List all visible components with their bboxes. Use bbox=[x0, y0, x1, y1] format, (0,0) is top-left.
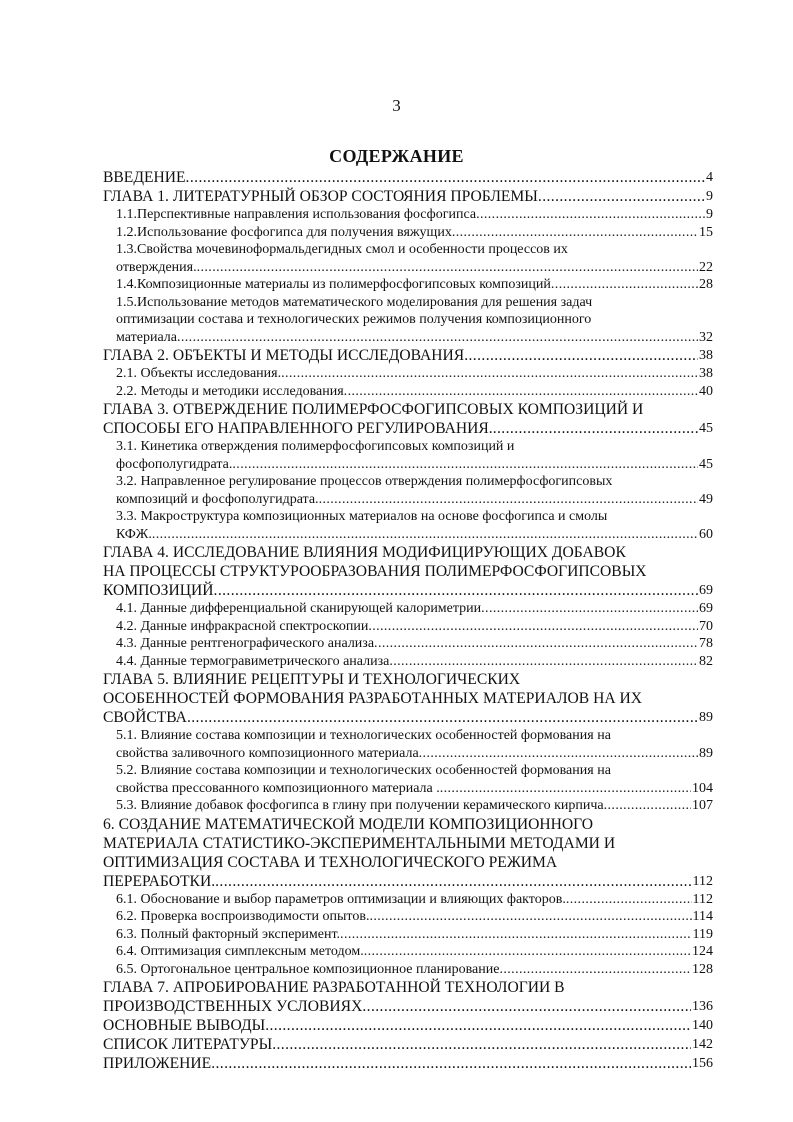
toc-entry-line: ОПТИМИЗАЦИЯ СОСТАВА И ТЕХНОЛОГИЧЕСКОГО РЕЖИМА bbox=[103, 853, 558, 871]
toc-entry-final-line bbox=[116, 276, 713, 294]
toc-entry-final-line bbox=[116, 365, 713, 383]
toc-page-number: 104 bbox=[692, 780, 713, 796]
toc-entry-final-line bbox=[103, 419, 713, 438]
dot-leader bbox=[362, 997, 691, 1016]
toc-page-number: 4 bbox=[706, 170, 713, 185]
toc-entry-title: ПРОИЗВОДСТВЕННЫХ УСЛОВИЯХ bbox=[103, 998, 363, 1015]
dot-leader bbox=[538, 187, 705, 206]
toc-entry-title: ВВЕДЕНИЕ bbox=[103, 169, 186, 186]
toc-entry-title: 1.2.Использование фосфогипса для получения вяжущих bbox=[116, 224, 452, 240]
toc-entry-title: 6.1. Обоснование и выбор параметров оптимизации и влияющих факторов. bbox=[116, 891, 566, 907]
toc-page-number: 28 bbox=[699, 277, 713, 292]
toc-entry-title: 6.3. Полный факторный эксперимент. bbox=[116, 926, 341, 942]
toc-section-entry bbox=[103, 365, 713, 383]
toc-entry-line: 3.2. Направленное регулирование процессов отверждения полимерфосфогипсовых bbox=[116, 474, 613, 489]
toc-section-entry bbox=[103, 383, 713, 401]
toc-section-entry bbox=[103, 762, 713, 797]
toc-chapter-entry bbox=[103, 1035, 713, 1054]
toc-entry-final-line bbox=[116, 600, 713, 618]
toc-entry-final-line bbox=[103, 581, 713, 600]
toc-page-number: 32 bbox=[699, 329, 713, 345]
toc-entry-final-line bbox=[116, 780, 713, 798]
toc-section-entry bbox=[103, 908, 713, 926]
toc-entry-final-line bbox=[116, 618, 713, 636]
toc-entry-title: 5.3. Влияние добавок фосфогипса в глину при получении керамического кирпича bbox=[116, 798, 604, 813]
toc-page-number: 112 bbox=[692, 873, 713, 889]
toc-section-entry bbox=[103, 206, 713, 224]
toc-entry-title: ГЛАВА 2. ОБЪЕКТЫ И МЕТОДЫ ИССЛЕДОВАНИЯ bbox=[103, 347, 465, 364]
toc-entry-line: 5.1. Влияние состава композиции и технологических особенностей формования на bbox=[116, 728, 611, 743]
toc-entry-final-line bbox=[103, 1035, 713, 1054]
dot-leader bbox=[493, 419, 698, 438]
toc-page-number: 114 bbox=[692, 909, 713, 924]
table-of-contents bbox=[103, 168, 713, 1073]
toc-page-number: 78 bbox=[699, 636, 713, 651]
toc-entry-title: ПЕРЕРАБОТКИ. bbox=[103, 872, 216, 890]
toc-entry-final-line bbox=[103, 168, 713, 187]
toc-entry-title: ПРИЛОЖЕНИЕ bbox=[103, 1055, 212, 1072]
toc-entry-title: композиций и фосфополугидрата. bbox=[116, 491, 319, 507]
toc-entry-final-line bbox=[116, 908, 713, 926]
toc-page-number: 107 bbox=[692, 798, 713, 813]
toc-section-entry bbox=[103, 891, 713, 909]
toc-page-number: 49 bbox=[699, 491, 713, 507]
toc-page-number: 15 bbox=[699, 224, 713, 240]
toc-entry-title: отверждения. bbox=[116, 259, 197, 275]
dot-leader bbox=[177, 329, 698, 347]
toc-entry-final-line bbox=[116, 491, 713, 509]
toc-entry-line: 1.3.Свойства мочевиноформальдегидных смол и особенности процессов их bbox=[116, 242, 568, 257]
toc-entry-title: 6.4. Оптимизация симплексным методом. bbox=[116, 944, 364, 959]
toc-entry-final-line bbox=[103, 1054, 713, 1073]
toc-page-number: 38 bbox=[699, 366, 713, 381]
toc-section-entry bbox=[103, 618, 713, 636]
toc-entry-title: ОСНОВНЫЕ ВЫВОДЫ bbox=[103, 1017, 266, 1034]
toc-section-entry bbox=[103, 508, 713, 543]
toc-entry-line: ГЛАВА 5. ВЛИЯНИЕ РЕЦЕПТУРЫ И ТЕХНОЛОГИЧЕСКИХ bbox=[103, 671, 521, 688]
toc-entry-final-line bbox=[103, 1016, 713, 1035]
toc-chapter-entry bbox=[103, 1054, 713, 1073]
toc-page-number: 9 bbox=[706, 207, 713, 222]
toc-section-entry bbox=[103, 635, 713, 653]
toc-page-number: 89 bbox=[699, 745, 713, 761]
dot-leader bbox=[604, 797, 691, 815]
dot-leader bbox=[152, 526, 698, 544]
toc-page-number: 124 bbox=[692, 944, 713, 959]
toc-entry-title: свойства прессованного композиционного материала . bbox=[116, 780, 440, 796]
toc-title: СОДЕРЖАНИЕ bbox=[329, 146, 464, 166]
toc-section-entry bbox=[103, 224, 713, 242]
toc-entry-title: материала bbox=[116, 329, 177, 345]
dot-leader bbox=[340, 926, 691, 944]
toc-entry-line: НА ПРОЦЕССЫ СТРУКТУРООБРАЗОВАНИЯ ПОЛИМЕРФОСФОГИПСОВЫХ bbox=[103, 563, 647, 580]
toc-page-number: 69 bbox=[699, 601, 713, 616]
dot-leader bbox=[186, 168, 705, 187]
toc-section-entry bbox=[103, 797, 713, 815]
dot-leader bbox=[214, 581, 698, 600]
toc-page-number: 142 bbox=[692, 1037, 713, 1052]
toc-chapter-entry bbox=[103, 400, 713, 438]
toc-page-number: 128 bbox=[692, 961, 713, 977]
toc-section-entry bbox=[103, 961, 713, 979]
toc-entry-title: 2.2. Методы и методики исследования bbox=[116, 383, 344, 399]
toc-entry-title: КФЖ. bbox=[116, 526, 152, 542]
dot-leader bbox=[344, 383, 698, 401]
toc-entry-title: 1.4.Композиционные материалы из полимерфосфогипсовых композиций bbox=[116, 277, 551, 292]
toc-entry-final-line bbox=[116, 891, 713, 909]
dot-leader bbox=[452, 224, 698, 242]
page-number: 3 bbox=[392, 96, 401, 115]
toc-section-entry bbox=[103, 241, 713, 276]
toc-page-number: 38 bbox=[699, 348, 713, 363]
toc-entry-line: ГЛАВА 7. АПРОБИРОВАНИЕ РАЗРАБОТАННОЙ ТЕХНОЛОГИИ В bbox=[103, 979, 565, 996]
toc-section-entry bbox=[103, 943, 713, 961]
toc-section-entry bbox=[103, 653, 713, 671]
toc-page-number: 45 bbox=[699, 421, 713, 436]
toc-section-entry bbox=[103, 294, 713, 347]
toc-entry-title: 4.4. Данные термогравиметрического анализа bbox=[116, 653, 390, 669]
toc-entry-title: 1.1.Перспективные направления использования фосфогипса bbox=[116, 207, 477, 222]
toc-entry-line: ГЛАВА 3. ОТВЕРЖДЕНИЕ ПОЛИМЕРФОСФОГИПСОВЫХ КОМПОЗИЦИЙ И bbox=[103, 401, 644, 418]
toc-page-number: 112 bbox=[692, 891, 713, 907]
toc-page-number: 82 bbox=[699, 653, 713, 669]
toc-entry-final-line bbox=[116, 961, 713, 979]
toc-entry-final-line bbox=[116, 943, 713, 961]
toc-entry-title: 4.3. Данные рентгенографического анализа bbox=[116, 636, 375, 651]
toc-section-entry bbox=[103, 727, 713, 762]
toc-entry-line: МАТЕРИАЛА СТАТИСТИКО-ЭКСПЕРИМЕНТАЛЬНЫМИ МЕТОДАМИ И bbox=[103, 834, 616, 852]
toc-entry-line: ОСОБЕННОСТЕЙ ФОРМОВАНИЯ РАЗРАБОТАННЫХ МАТЕРИАЛОВ НА ИХ bbox=[103, 690, 643, 707]
toc-section-entry bbox=[103, 473, 713, 508]
dot-leader bbox=[211, 1054, 691, 1073]
toc-chapter-entry bbox=[103, 187, 713, 206]
toc-chapter-entry bbox=[103, 168, 713, 187]
dot-leader bbox=[368, 618, 698, 636]
toc-entry-title: 4.2. Данные инфракрасной спектроскопии bbox=[116, 618, 369, 634]
dot-leader bbox=[187, 708, 698, 727]
toc-page-number: 40 bbox=[699, 383, 713, 399]
dot-leader bbox=[499, 961, 691, 979]
toc-entry-final-line bbox=[116, 926, 713, 944]
dot-leader bbox=[464, 346, 698, 365]
dot-leader bbox=[369, 908, 691, 926]
dot-leader bbox=[551, 276, 698, 294]
toc-section-entry bbox=[103, 600, 713, 618]
toc-entry-title: 2.1. Объекты исследования. bbox=[116, 366, 282, 381]
dot-leader bbox=[272, 1035, 691, 1054]
toc-chapter-entry bbox=[103, 670, 713, 727]
toc-entry-line: 6. СОЗДАНИЕ МАТЕМАТИЧЕСКОЙ МОДЕЛИ КОМПОЗИЦИОННОГО bbox=[103, 815, 594, 833]
toc-entry-line: 3.3. Макроструктура композиционных материалов на основе фосфогипса и смолы bbox=[116, 509, 608, 524]
toc-page-number: 45 bbox=[699, 456, 713, 472]
dot-leader bbox=[481, 600, 698, 618]
toc-page-number: 22 bbox=[699, 259, 713, 275]
toc-chapter-entry bbox=[103, 815, 713, 891]
toc-entry-final-line bbox=[116, 259, 713, 277]
dot-leader bbox=[476, 206, 705, 224]
toc-entry-title: КОМПОЗИЦИЙ bbox=[103, 582, 214, 599]
toc-entry-final-line bbox=[103, 708, 713, 727]
toc-section-entry bbox=[103, 438, 713, 473]
toc-entry-title: фосфополугидрата. bbox=[116, 456, 233, 472]
toc-chapter-entry bbox=[103, 346, 713, 365]
dot-leader bbox=[364, 943, 691, 961]
toc-section-entry bbox=[103, 276, 713, 294]
toc-entry-final-line bbox=[116, 383, 713, 401]
toc-entry-final-line bbox=[116, 653, 713, 671]
toc-page-number: 69 bbox=[699, 583, 713, 598]
toc-entry-line: 3.1. Кинетика отверждения полимерфосфогипсовых композиций и bbox=[116, 439, 515, 454]
toc-page-number: 60 bbox=[699, 526, 713, 542]
toc-entry-final-line bbox=[103, 997, 713, 1016]
toc-section-entry bbox=[103, 926, 713, 944]
toc-page-number: 89 bbox=[699, 710, 713, 725]
toc-entry-final-line bbox=[116, 635, 713, 653]
toc-entry-title: 4.1. Данные дифференциальной сканирующей калориметрии bbox=[116, 601, 482, 616]
toc-page-number: 156 bbox=[692, 1056, 713, 1071]
dot-leader bbox=[419, 745, 698, 763]
toc-page-number: 136 bbox=[692, 999, 713, 1014]
toc-entry-final-line bbox=[103, 346, 713, 365]
toc-entry-final-line bbox=[116, 206, 713, 224]
toc-page-number: 119 bbox=[692, 926, 713, 942]
dot-leader bbox=[197, 259, 698, 277]
toc-chapter-entry bbox=[103, 543, 713, 600]
toc-entry-title: СПИСОК ЛИТЕРАТУРЫ bbox=[103, 1036, 273, 1053]
toc-entry-final-line bbox=[116, 456, 713, 474]
dot-leader bbox=[281, 365, 698, 383]
toc-entry-final-line bbox=[116, 224, 713, 242]
dot-leader bbox=[389, 653, 698, 671]
toc-entry-title: 6.2. Проверка воспроизводимости опытов. bbox=[116, 909, 370, 924]
toc-entry-final-line bbox=[116, 526, 713, 544]
toc-entry-final-line bbox=[103, 187, 713, 206]
dot-leader bbox=[566, 891, 692, 909]
dot-leader bbox=[215, 872, 691, 891]
dot-leader bbox=[319, 491, 698, 509]
dot-leader bbox=[232, 456, 698, 474]
toc-entry-title: СВОЙСТВА bbox=[103, 709, 187, 726]
toc-entry-final-line bbox=[116, 797, 713, 815]
toc-entry-line: ГЛАВА 4. ИССЛЕДОВАНИЕ ВЛИЯНИЯ МОДИФИЦИРУЮЩИХ ДОБАВОК bbox=[103, 544, 626, 561]
toc-entry-title: ГЛАВА 1. ЛИТЕРАТУРНЫЙ ОБЗОР СОСТОЯНИЯ ПРОБЛЕМЫ bbox=[103, 188, 538, 205]
toc-entry-line: 1.5.Использование методов математического моделирования для решения задач bbox=[116, 294, 593, 310]
toc-page-number: 9 bbox=[706, 189, 713, 204]
toc-entry-final-line bbox=[103, 872, 713, 891]
toc-entry-final-line bbox=[116, 745, 713, 763]
toc-chapter-entry bbox=[103, 1016, 713, 1035]
toc-entry-line: оптимизации состава и технологических режимов получения композиционного bbox=[116, 312, 592, 327]
dot-leader bbox=[374, 635, 698, 653]
toc-page-number: 70 bbox=[699, 618, 713, 634]
toc-entry-title: свойства заливочного композиционного материала bbox=[116, 745, 419, 761]
toc-entry-final-line bbox=[116, 329, 713, 347]
dot-leader bbox=[265, 1016, 691, 1035]
toc-page-number: 140 bbox=[692, 1018, 713, 1033]
toc-entry-title: СПОСОБЫ ЕГО НАПРАВЛЕННОГО РЕГУЛИРОВАНИЯ. bbox=[103, 420, 493, 437]
toc-entry-title: 6.5. Ортогональное центральное композиционное планирование bbox=[116, 961, 500, 977]
toc-chapter-entry bbox=[103, 978, 713, 1016]
toc-entry-line: 5.2. Влияние состава композиции и технологических особенностей формования на bbox=[116, 763, 611, 778]
dot-leader bbox=[440, 780, 691, 798]
